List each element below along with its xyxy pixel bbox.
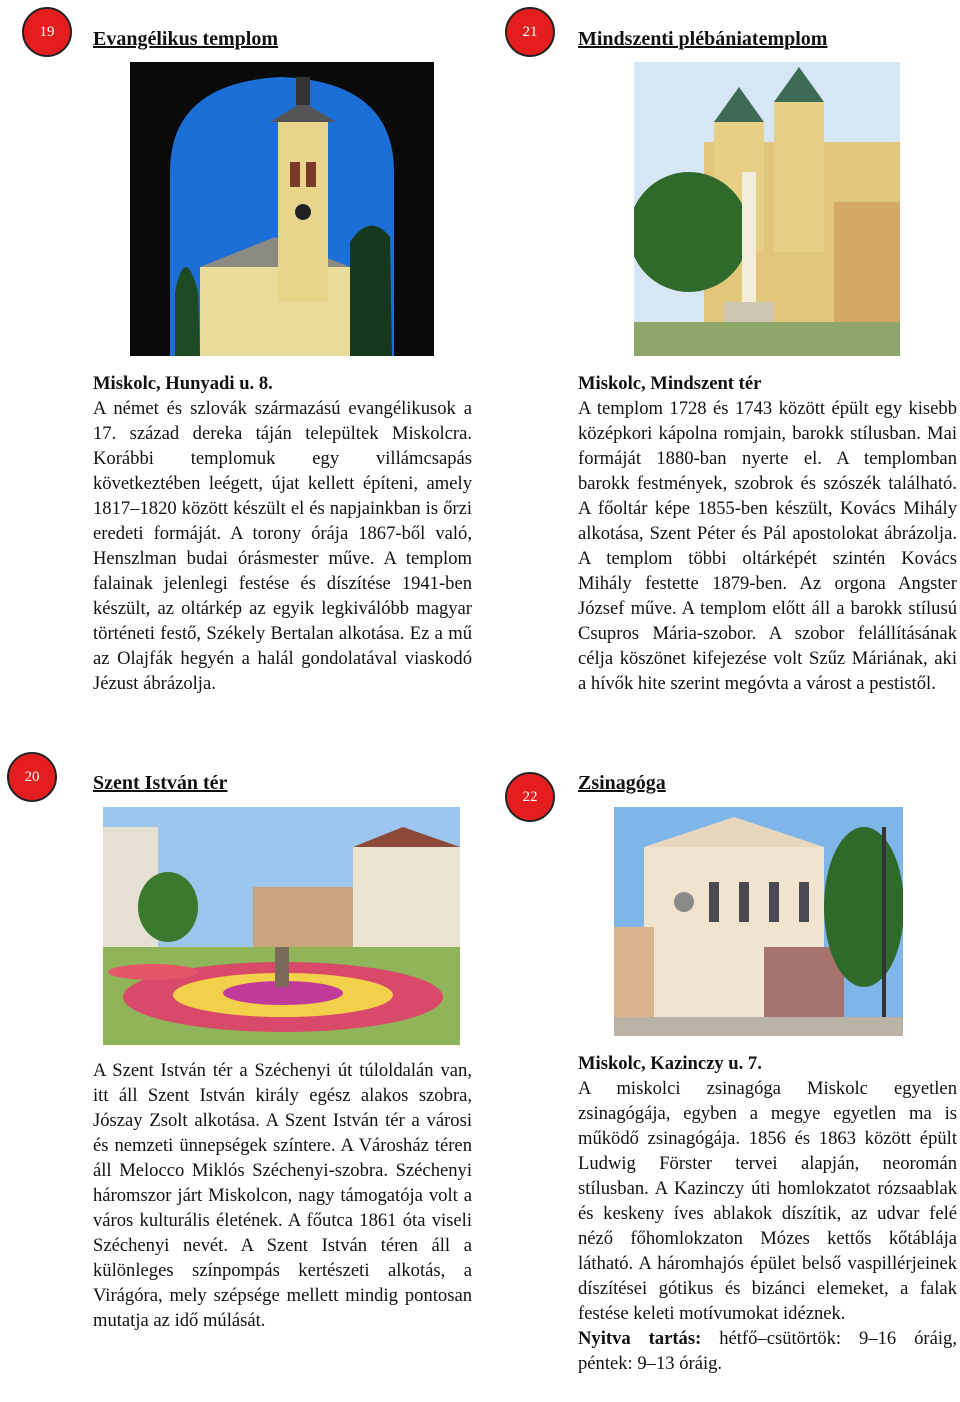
section-text (578, 1051, 957, 1376)
section-number-badge: 21 (505, 7, 555, 57)
description: A templom 1728 és 1743 között épült egy kisebb középkori kápolna romjain, barokk stílusban. Mai formáját 1880-ban nyerte el. A templomban barokk festmények, szobrok és szószék található. A főoltár képe 1855-ben készült, Kovács Mihály alkotása, Szent Péter és Pál apostolokat ábrázolja. A templom többi oltárképét szintén Kovács Mihály festette 1879-ben. Az orgona Angster József műve. A templom előtt áll a barokk stílusú Csupros Mária-szobor. A szobor felállításának célja köszönet kifejezése volt Szűz Máriának, aki a hívők hite szerint megóvta a várost a pestistől. (578, 398, 957, 694)
description: A német és szlovák származású evangélikusok a 17. század dereka táján települtek Miskolcra. Korábbi templomuk egy villámcsapás következtében leégett, újat kellett építeni, amely 1817–1820 között készült el és napjainkban is őrzi eredeti formáját. A torony órája 1867-ből való, Henszlman budai órásmester műve. A templom falainak jelenlegi festése és díszítése 1941-ben készült, az oltárkép az egyik legkiválóbb magyar történeti festő, Székely Bertalan alkotása. Ez a mű az Olajfák hegyén a halál gondolatával viaskodó Jézust ábrázolja. (93, 398, 472, 694)
opening-hours-label: Nyitva tartás: (578, 1328, 702, 1349)
section-title: Evangélikus templom (93, 28, 279, 50)
section-title: Mindszenti plébániatemplom (578, 28, 828, 50)
section-title: Szent István tér (93, 772, 228, 794)
address: Miskolc, Mindszent tér (578, 373, 762, 394)
opening-hours-value: hétfő–csütörtök: 9–16 óráig, péntek: 9–13 óráig. (578, 1328, 957, 1374)
address: Miskolc, Kazinczy u. 7. (578, 1053, 762, 1074)
section-text (93, 1058, 472, 1333)
evangelical-church-photo (130, 62, 434, 356)
szent-istvan-square-photo (103, 807, 460, 1045)
mindszent-church-photo (634, 62, 900, 356)
address: Miskolc, Hunyadi u. 8. (93, 373, 273, 394)
section-number-badge: 19 (22, 7, 72, 57)
section-title: Zsinagóga (578, 772, 666, 794)
section-number-badge: 20 (7, 752, 57, 802)
synagogue-photo (614, 807, 903, 1036)
opening-hours (578, 1326, 957, 1376)
section-number-badge: 22 (505, 772, 555, 822)
section-text (578, 371, 957, 696)
section-text (93, 371, 472, 696)
description: A Szent István tér a Széchenyi út túloldalán van, itt áll Szent István király egész alakos szobra, Jószay Zsolt alkotása. A Szent István tér a városi és nemzeti ünnepségek színtere. A Városház téren áll Melocco Miklós Széchenyi-szobra. Széchenyi háromszor járt Miskolcon, nagy támogatója volt a város kulturális életének. A főutca 1861 óta viseli Széchenyi nevét. A Szent István téren áll a különleges színpompás kertészeti alkotás, a Virágóra, mely szépsége mellett mindig pontosan mutatja az idő múlását. (93, 1060, 472, 1331)
description: A miskolci zsinagóga Miskolc egyetlen zsinagógája, egyben a megye egyetlen ma is működő zsinagógája. 1856 és 1863 között épült Ludwig Förster tervei alapján, neoromán stílusban. A Kazinczy úti homlokzatot rózsaablak és keskeny íves ablakok díszítik, az udvar felé néző főhomlokzaton Mózes kettős kőtáblája látható. A háromhajós épület belső vaspillérjeinek díszítései gótikus és bizánci elemeket, a falak festése keleti motívumokat idéznek. (578, 1078, 957, 1324)
